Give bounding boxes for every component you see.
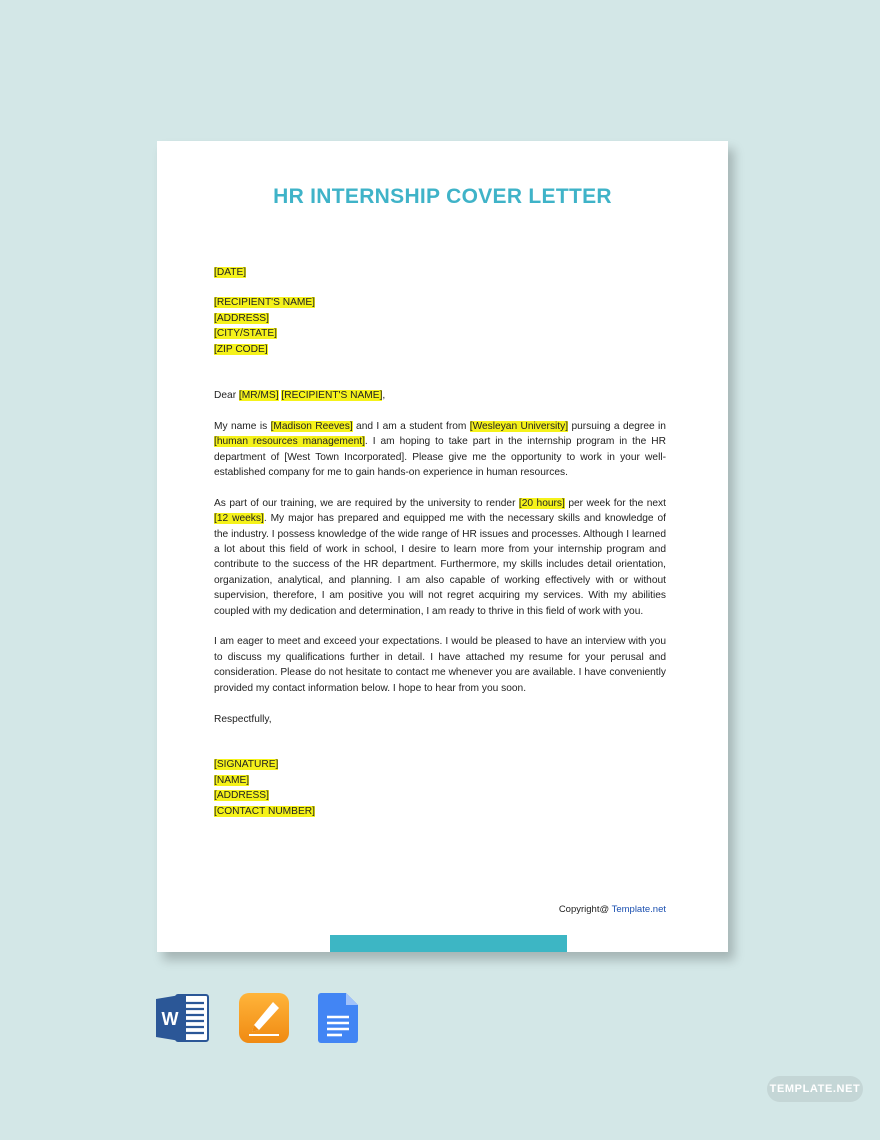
- paragraph-closing: I am eager to meet and exceed your expectations. I would be pleased to have an interview with you to discuss my qualifications further in detail. I have attached my resume for your perusal and consideration. Please do not hesitate to contact me whenever you are available. I have conveniently provided my contact information below. I hope to hear from you soon.: [214, 636, 666, 694]
- document-page: [157, 141, 728, 952]
- document-title: HR INTERNSHIP COVER LETTER: [273, 185, 612, 208]
- recipient-name-placeholder: [RECIPIENT'S NAME]: [214, 297, 316, 309]
- sender-name-placeholder: [NAME]: [214, 774, 250, 786]
- recipient-block: [214, 295, 666, 357]
- signature-block: [214, 757, 666, 819]
- recipient-address-placeholder: [ADDRESS]: [214, 312, 269, 324]
- svg-text:W: W: [161, 1009, 179, 1029]
- salutation: Dear [MR/MS] [RECIPIENT'S NAME],: [214, 390, 386, 402]
- paragraph-training: As part of our training, we are required by the university to render [20 hours] per week for the next [12 weeks]. My major has prepared and equipped me with the necessary skills and knowledge of the industry. I possess knowledge of the wide range of HR issues and processes. Although I learned a lot about this field of work in school, I desire to learn more from your internship program and contribute to the success of the HR department. Furthermore, my skills includes detail orientation, organization, analytical, and planning. I am also capable of working effectively with or without supervision, therefore, I am positive you will not regret acquiring my services. With my abilities coupled with my dedication and determination, I am ready to thrive in this field of work with you.: [214, 497, 666, 617]
- google-docs-icon[interactable]: [318, 993, 358, 1043]
- letter-body: [214, 265, 666, 819]
- closing-line: Respectfully,: [214, 713, 272, 725]
- template-net-badge[interactable]: TEMPLATE.NET: [767, 1076, 863, 1102]
- recipient-zip-placeholder: [ZIP CODE]: [214, 343, 268, 355]
- recipient-city-placeholder: [CITY/STATE]: [214, 328, 278, 340]
- contact-number-placeholder: [CONTACT NUMBER]: [214, 805, 315, 817]
- accent-bar: [330, 935, 567, 952]
- pages-icon[interactable]: [239, 993, 289, 1043]
- signature-placeholder: [SIGNATURE]: [214, 759, 279, 771]
- copyright-notice: Copyright@ Template.net: [558, 904, 666, 915]
- template-link[interactable]: Template.net: [611, 904, 666, 915]
- date-placeholder: [DATE]: [214, 267, 247, 278]
- sender-address-placeholder: [ADDRESS]: [214, 790, 269, 802]
- paragraph-intro: My name is [Madison Reeves] and I am a student from [Wesleyan University] pursuing a degree in [human resources management]. I am hoping to take part in the internship program in the HR department of [West Town Incorporated]. Please give me the opportunity to work in your well-established company for me to gain hands-on experience in human resources.: [214, 420, 666, 479]
- word-icon[interactable]: [156, 993, 210, 1043]
